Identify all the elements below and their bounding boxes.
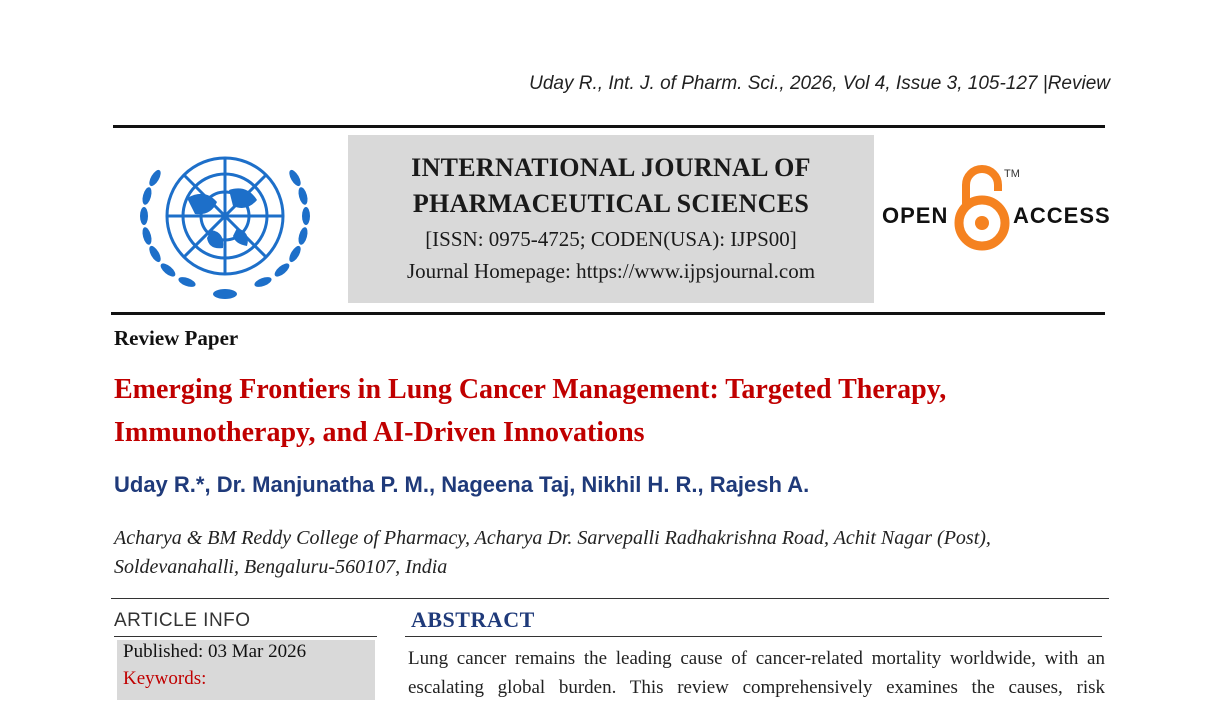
article-title-line-2: Immunotherapy, and AI-Driven Innovations <box>114 417 645 448</box>
article-info-rule <box>114 636 377 637</box>
journal-name-line-2: PHARMACEUTICAL SCIENCES <box>412 189 810 218</box>
affiliation <box>114 524 1114 582</box>
article-title-line-1: Emerging Frontiers in Lung Cancer Management: Targeted Therapy, <box>114 374 947 405</box>
open-access-logo <box>880 165 1110 255</box>
article-title <box>114 368 1114 454</box>
published-date: Published: 03 Mar 2026 <box>123 641 307 662</box>
header-top-rule <box>113 125 1105 128</box>
article-info-box <box>117 640 375 700</box>
running-head: Uday R., Int. J. of Pharm. Sci., 2026, Vol 4, Issue 3, 105-127 |Review <box>529 73 1110 94</box>
abstract-body <box>408 644 1105 702</box>
journal-banner <box>348 135 874 303</box>
trademark-mark: TM <box>1004 168 1020 180</box>
journal-issn: [ISSN: 0975-4725; CODEN(USA): IJPS00] <box>425 227 797 251</box>
journal-name-line-1: INTERNATIONAL JOURNAL OF <box>411 153 811 182</box>
article-info-heading: ARTICLE INFO <box>114 610 251 631</box>
journal-emblem <box>125 138 325 306</box>
abstract-line-1: Lung cancer remains the leading cause of cancer-related mortality worldwide, with an <box>408 648 1105 669</box>
keywords-label: Keywords: <box>123 668 207 689</box>
paper-type: Review Paper <box>114 326 239 350</box>
affiliation-line-1: Acharya & BM Reddy College of Pharmacy, Acharya Dr. Sarvepalli Radhakrishna Road, Achit Nagar (Post), <box>114 527 991 549</box>
open-access-open-text: OPEN <box>882 203 949 228</box>
section-rule <box>111 598 1109 599</box>
abstract-rule <box>405 636 1102 637</box>
abstract-heading: ABSTRACT <box>411 607 535 632</box>
author-list: Uday R.*, Dr. Manjunatha P. M., Nageena Taj, Nikhil H. R., Rajesh A. <box>114 472 810 497</box>
journal-homepage: Journal Homepage: https://www.ijpsjournal.com <box>406 259 816 283</box>
open-access-lock-icon <box>952 165 1012 251</box>
header-bottom-rule <box>111 312 1105 315</box>
affiliation-line-2: Soldevanahalli, Bengaluru-560107, India <box>114 556 448 578</box>
abstract-line-2: escalating global burden. This review comprehensively examines the causes, risk <box>408 677 1105 698</box>
open-access-access-text: ACCESS <box>1013 203 1111 228</box>
